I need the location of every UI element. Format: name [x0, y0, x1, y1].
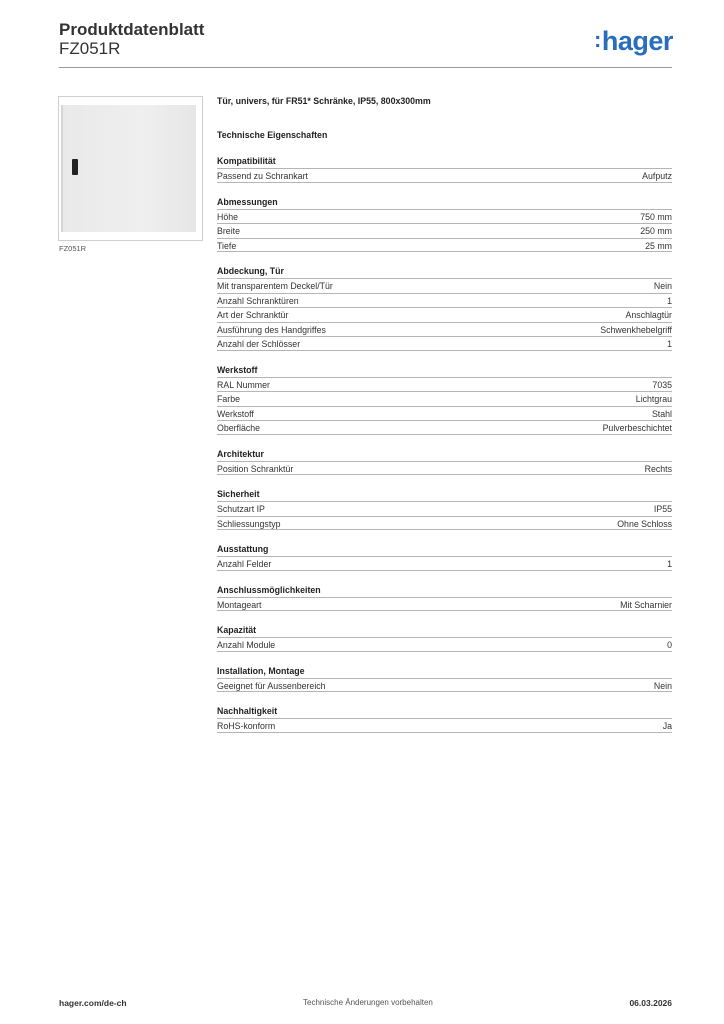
properties-heading: Technische Eigenschaften — [217, 130, 328, 140]
property-row — [217, 307, 672, 322]
property-section — [217, 196, 672, 253]
property-label: Schliessungstyp — [217, 518, 281, 529]
property-row — [217, 293, 672, 308]
property-section — [217, 543, 672, 571]
property-value: Rechts — [644, 463, 672, 474]
door-handle — [72, 159, 78, 175]
footer-date: 06.03.2026 — [629, 998, 672, 1008]
property-row — [217, 420, 672, 435]
product-image — [58, 96, 203, 241]
article-number: FZ051R — [59, 39, 121, 58]
property-value: Aufputz — [642, 171, 672, 181]
property-label: Tiefe — [217, 240, 237, 251]
logo-text: hager — [601, 26, 673, 56]
section-title: Anschlussmöglichkeiten — [217, 584, 321, 595]
header-divider — [59, 67, 672, 68]
property-value: 7035 — [652, 379, 672, 390]
property-label: Ausführung des Handgriffes — [217, 324, 326, 335]
property-section — [217, 488, 672, 530]
property-row — [217, 278, 672, 293]
property-value: 750 mm — [640, 211, 672, 222]
product-description: Tür, univers, für FR51* Schränke, IP55, 800x300mm — [217, 96, 431, 106]
property-label: Höhe — [217, 211, 239, 222]
section-title: Abdeckung, Tür — [217, 266, 284, 276]
property-value: 0 — [667, 640, 672, 650]
property-value: IP55 — [653, 504, 672, 514]
property-section — [217, 584, 672, 612]
property-value: Schwenkhebelgriff — [600, 324, 672, 335]
property-label: Art der Schranktür — [217, 310, 289, 320]
door-panel-image — [63, 105, 196, 232]
property-label: Position Schranktür — [217, 463, 294, 474]
property-section — [217, 155, 672, 183]
property-row — [217, 718, 672, 733]
property-row — [217, 377, 672, 392]
property-value: Lichtgrau — [635, 394, 672, 404]
property-row — [217, 336, 672, 351]
property-row — [217, 597, 672, 612]
property-value: Anschlagtür — [625, 310, 672, 320]
section-title: Kompatibilität — [217, 156, 276, 166]
property-label: Werkstoff — [217, 408, 254, 419]
property-row — [217, 209, 672, 224]
image-caption: FZ051R — [59, 244, 87, 253]
property-value: 1 — [667, 559, 672, 569]
section-title: Werkstoff — [217, 364, 258, 375]
property-row — [217, 391, 672, 406]
footer-website: hager.com/de-ch — [59, 998, 127, 1008]
property-value: 250 mm — [640, 226, 672, 236]
footer-notice: Technische Änderungen vorbehalten — [303, 998, 433, 1007]
property-label: Breite — [217, 226, 240, 236]
property-section — [217, 448, 672, 476]
logo-colon-mark: : — [594, 27, 601, 52]
property-label: Anzahl Module — [217, 640, 276, 650]
section-title: Sicherheit — [217, 489, 260, 499]
property-label: Schutzart IP — [217, 504, 265, 514]
property-row — [217, 556, 672, 571]
section-title: Installation, Montage — [217, 665, 305, 676]
property-row — [217, 501, 672, 516]
property-section — [217, 265, 672, 351]
property-value: Mit Scharnier — [620, 599, 672, 610]
property-value: Nein — [653, 281, 672, 291]
property-row — [217, 461, 672, 476]
property-label: Montageart — [217, 599, 262, 610]
property-label: Oberfläche — [217, 423, 261, 433]
property-label: RoHS-konform — [217, 721, 276, 731]
property-value: Pulverbeschichtet — [602, 423, 672, 433]
property-label: Anzahl Schranktüren — [217, 295, 299, 306]
property-value: Ja — [662, 721, 672, 731]
property-label: Anzahl der Schlösser — [217, 339, 301, 349]
property-label: Passend zu Schrankart — [217, 171, 308, 181]
property-row — [217, 322, 672, 337]
property-section — [217, 665, 672, 693]
property-section — [217, 624, 672, 652]
property-label: Geeignet für Aussenbereich — [217, 680, 326, 691]
property-label: Anzahl Felder — [217, 559, 272, 569]
section-title: Architektur — [217, 448, 264, 459]
property-section — [217, 705, 672, 733]
property-value: 1 — [667, 295, 672, 306]
properties-sections — [217, 155, 672, 733]
property-label: Farbe — [217, 394, 240, 404]
property-value: 1 — [667, 339, 672, 349]
property-row — [217, 516, 672, 531]
property-row — [217, 168, 672, 183]
property-value: 25 mm — [645, 240, 672, 251]
section-title: Kapazität — [217, 625, 257, 635]
page-title: Produktdatenblatt — [59, 20, 205, 39]
property-label: RAL Nummer — [217, 379, 270, 390]
property-value: Stahl — [651, 408, 672, 419]
property-label: Mit transparentem Deckel/Tür — [217, 281, 333, 291]
section-title: Ausstattung — [217, 544, 269, 554]
property-value: Nein — [653, 680, 672, 691]
property-row — [217, 678, 672, 693]
section-title: Abmessungen — [217, 196, 278, 207]
property-row — [217, 406, 672, 421]
property-row — [217, 637, 672, 652]
property-row — [217, 223, 672, 238]
section-title: Nachhaltigkeit — [217, 706, 278, 716]
hager-logo — [594, 26, 673, 57]
property-section — [217, 364, 672, 435]
property-value: Ohne Schloss — [617, 518, 672, 529]
property-row — [217, 238, 672, 253]
product-content — [217, 96, 672, 733]
